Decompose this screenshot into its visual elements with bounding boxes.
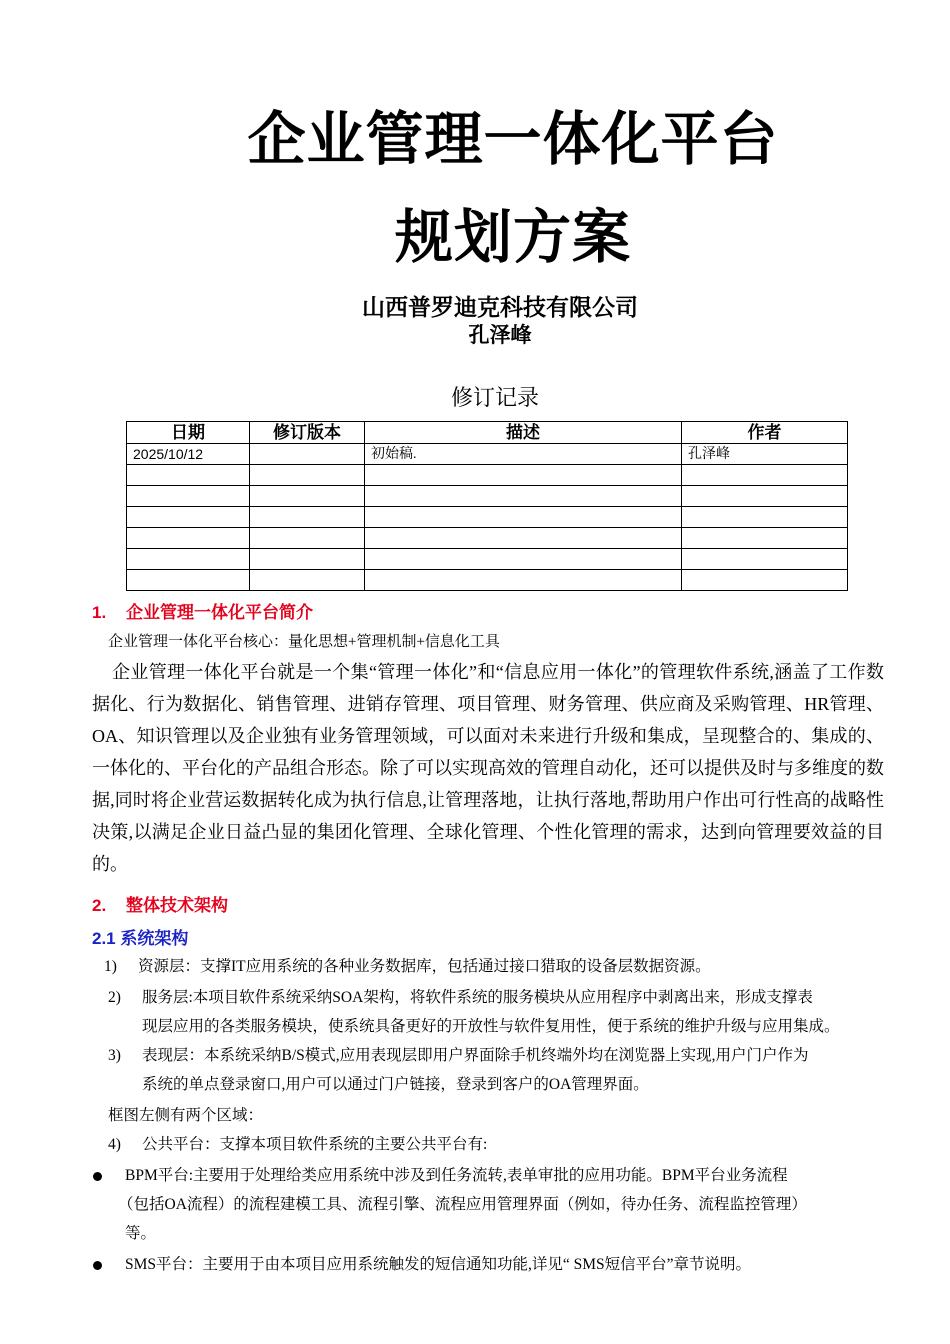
section1-number: 1. [92,603,107,622]
section2-title: 整体技术架构 [126,896,228,915]
cell [682,549,848,570]
section1-title: 企业管理一体化平台简介 [126,603,313,622]
doc-title-line1: 企业管理一体化平台 [247,107,779,172]
frame-note: 框图左侧有两个区域： [108,1107,264,1124]
cell-description: 初始稿. [365,444,682,465]
cell-version [250,444,365,465]
cell [127,507,250,528]
bullet-item-line: BPM平台:主要用于处理给类应用系统中涉及到任务流转,表单审批的应用功能。BPM平台业务流程 [125,1167,788,1184]
cell [127,465,250,486]
cell [365,528,682,549]
cell [365,486,682,507]
cell [682,507,848,528]
doc-title-line2: 规划方案 [394,205,631,270]
cell [250,507,365,528]
revision-title: 修订记录 [450,385,539,410]
cell [682,570,848,591]
item-number: 1) [104,958,117,975]
table-row [127,549,848,570]
cell [250,570,365,591]
table-row [127,465,848,486]
list-item [108,1130,487,1160]
list-item [104,952,711,982]
header-date: 日期 [127,422,250,444]
list-item [108,983,813,1013]
header-version: 修订版本 [250,422,365,444]
item-number: 2) [108,989,121,1006]
section1-body: 企业管理一体化平台就是一个集“管理一体化”和“信息应用一体化”的管理软件系统,涵盖了工作数据化、行为数据化、销售管理、进销存管理、项目管理、财务管理、供应商及采购管理、HR管理、OA、知识管理以及企业独有业务管理领域，可以面对未来进行升级和集成，呈现整合的、集成的、一体化的、平台化的产品组合形态。除了可以实现高效的管理自动化，还可以提供及时与多维度的数据,同时将企业营运数据转化成为执行信息,让管理落地，让执行落地,帮助用户作出可行性高的战略性决策,以满足企业日益凸显的集团化管理、全球化管理、个性化管理的需求，达到向管理要效益的目的。 [92,662,884,874]
table-row [127,486,848,507]
section1-heading [92,598,313,623]
revision-table [126,421,848,591]
section2-number: 2. [92,896,107,915]
cell [682,528,848,549]
cell [250,465,365,486]
cell [250,486,365,507]
item-text: 服务层:本项目软件系统采纳SOA架构，将软件系统的服务模块从应用程序中剥离出来，形成支撑表 [142,989,813,1006]
cell [127,528,250,549]
cell [365,549,682,570]
bullet-item-line: （包括OA流程）的流程建模工具、流程引擎、流程应用管理界面（例如，待办任务、流程监控管理） [118,1196,807,1213]
table-row [127,570,848,591]
cell [365,570,682,591]
cell-author: 孔泽峰 [682,444,848,465]
section1-core: 企业管理一体化平台核心：量化思想+管理机制+信息化工具 [108,634,500,650]
bullet-item-line: SMS平台：主要用于由本项目应用系统触发的短信通知功能,详见“ SMS短信平台”章节说明。 [125,1256,752,1273]
cell [365,507,682,528]
author-name: 孔泽峰 [468,324,532,347]
cell [365,465,682,486]
cell [682,486,848,507]
cell [127,486,250,507]
header-author: 作者 [682,422,848,444]
cell [682,465,848,486]
section2-1-heading [92,924,188,949]
cell-date: 2025/10/12 [127,444,250,465]
cell [127,549,250,570]
company-name: 山西普罗迪克科技有限公司 [362,294,638,320]
header-description: 描述 [365,422,682,444]
cell [250,549,365,570]
section2-heading [92,891,228,916]
list-item-continuation: 系统的单点登录窗口,用户可以通过门户链接，登录到客户的OA管理界面。 [142,1076,649,1093]
list-item-continuation: 现层应用的各类服务模块，使系统具备更好的开放性与软件复用性，便于系统的维护升级与应用集成。 [142,1018,840,1035]
table-row [127,444,848,465]
item-number: 3) [108,1047,121,1064]
table-row [127,528,848,549]
item-number: 4) [108,1136,121,1153]
cell [127,570,250,591]
section2-1-number: 2.1 [92,929,116,948]
list-item [108,1041,809,1071]
bullet-item-line: 等。 [125,1225,157,1242]
bullet-icon [93,1172,102,1181]
section2-1-title: 系统架构 [120,929,189,948]
cell [250,528,365,549]
item-text: 表现层：本系统采纳B/S模式,应用表现层即用户界面除手机终端外均在浏览器上实现,用户门户作为 [142,1047,809,1064]
table-row [127,507,848,528]
item-text: 公共平台：支撑本项目软件系统的主要公共平台有: [142,1136,488,1153]
bullet-icon [93,1261,102,1270]
item-text: 资源层：支撑IT应用系统的各种业务数据库，包括通过接口猎取的设备层数据资源。 [138,958,711,975]
table-header-row [127,422,848,444]
